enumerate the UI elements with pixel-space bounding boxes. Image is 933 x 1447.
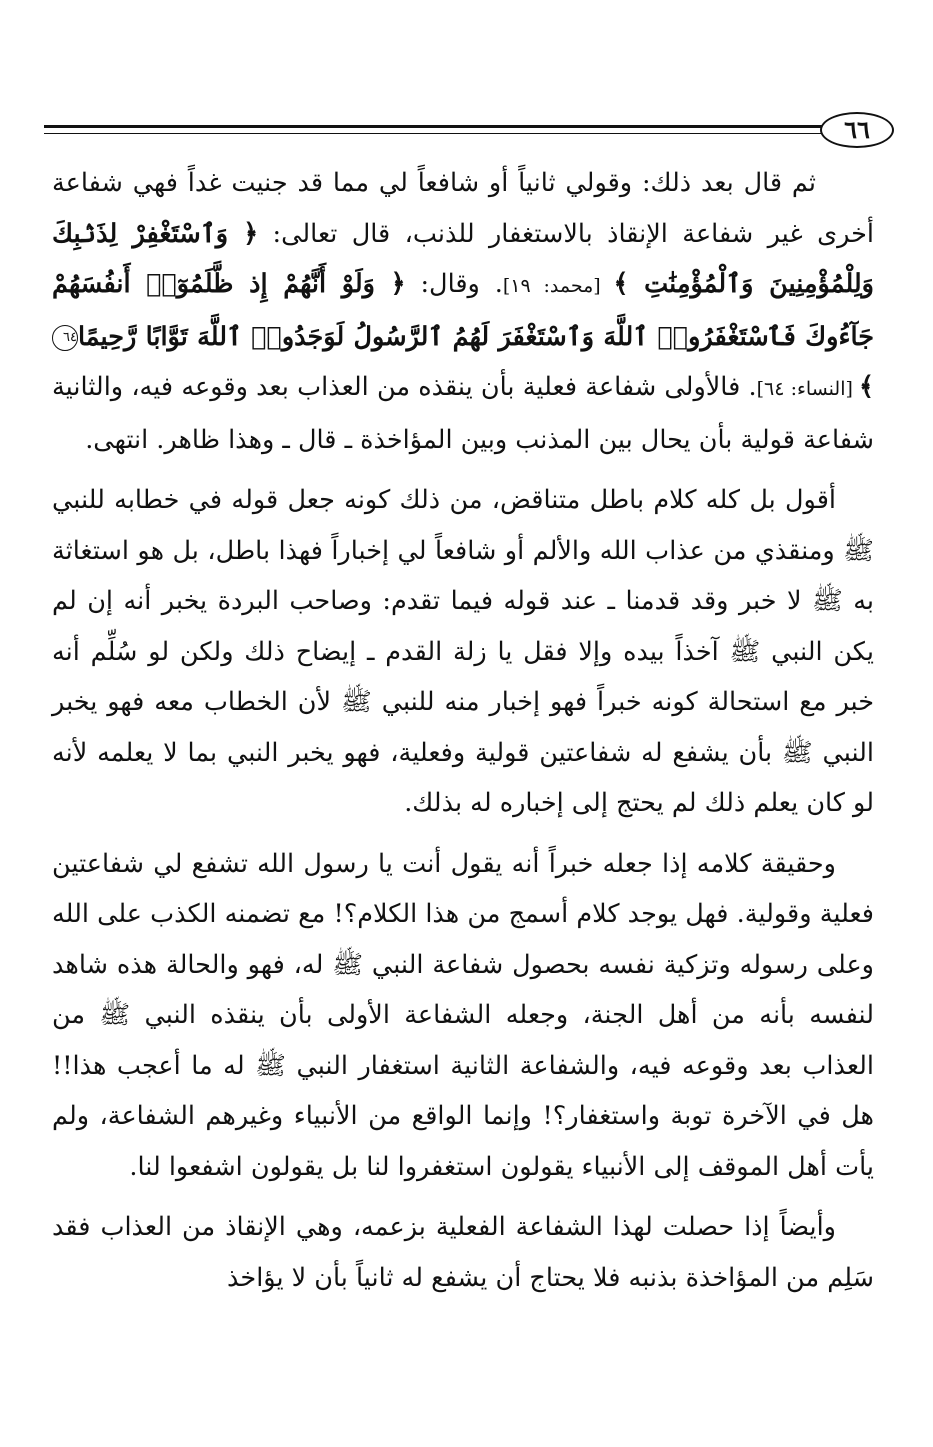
paragraph-4: وأيضاً إذا حصلت لهذا الشفاعة الفعلية بزعمه، وهي الإنقاذ من العذاب فقد سَلِم من المؤاخذة بذنبه فلا يحتاج أن يشفع له ثانياً بأن لا يؤاخذ bbox=[52, 1212, 874, 1293]
quran-verse-muhammad-19: ﴿ وَٱسْتَغْفِرْ لِذَنۢبِكَ وَلِلْمُؤْمِنِينَ وَٱلْمُؤْمِنَٰتِ ﴾ bbox=[52, 218, 874, 299]
paragraph-1-text-b: . وقال: bbox=[405, 269, 503, 299]
header-rule bbox=[44, 125, 830, 128]
page-body bbox=[52, 158, 874, 1313]
quran-verse-nisa-64: ﴿ وَلَوْ أَنَّهُمْ إِذ ظَّلَمُوٓا۟ أَنفُسَهُمْ جَآءُوكَ فَٱسْتَغْفَرُوا۟ ٱللَّهَ وَٱسْتَغْفَرَ لَهُمُ ٱلرَّسُولُ لَوَجَدُوا۟ ٱللَّهَ تَوَّابًا رَّحِيمًا bbox=[52, 269, 874, 352]
header-rule-thin bbox=[44, 133, 830, 134]
verse-reference-nisa: [النساء: ٦٤] bbox=[756, 378, 860, 400]
paragraph-3: وحقيقة كلامه إذا جعله خبراً أنه يقول أنت يا رسول الله تشفع لي شفاعتين فعلية وقولية. فهل يوجد كلام أسمج من هذا الكلام؟! مع تضمنه الكذب على الله وعلى رسوله وتزكية نفسه بحصول شفاعة النبي ﷺ له، فهو والحالة هذه شاهد لنفسه بأنه من أهل الجنة، وجعله الشفاعة الأولى بأن ينقذه النبي ﷺ من العذاب بعد وقوعه فيه، والشفاعة الثانية استغفار النبي ﷺ له ما أعجب هذا!! هل في الآخرة توبة واستغفار؟! وإنما الواقع من الأنبياء وغيرهم الشفاعة، ولم يأت أهل الموقف إلى الأنبياء يقولون استغفروا لنا بل يقولون اشفعوا لنا. bbox=[52, 848, 874, 1182]
paragraph-1-text-a: ثم قال بعد ذلك: وقولي ثانياً أو شافعاً لي مما قد جنيت غداً فهي شفاعة أخرى غير شفاعة الإنقاذ بالاستغفار للذنب، قال تعالى: bbox=[52, 168, 874, 249]
paragraph-2: أقول بل كله كلام باطل متناقض، من ذلك كونه جعل قوله في خطابه للنبي ﷺ ومنقذي من عذاب الله والألم أو شافعاً لي إخباراً فهذا باطل، بل هو استغاثة به ﷺ لا خبر وقد قدمنا ـ عند قوله فيما تقدم: وصاحب البردة يخبر أنه إن لم يكن النبي ﷺ آخذاً بيده وإلا فقل يا زلة القدم ـ إيضاح ذلك ولكن لو سُلِّم أنه خبر مع استحالة كونه خبراً فهو إخبار منه للنبي ﷺ لأن الخطاب معه فهو يخبر النبي ﷺ بأن يشفع له شفاعتين قولية وفعلية، فهو يخبر النبي بما لا يعلمه لأنه لو كان يعلم ذلك لم يحتج إلى إخباره له بذلك. bbox=[52, 485, 874, 818]
paragraph-1 bbox=[52, 158, 874, 465]
page-number: ٦٦ bbox=[820, 112, 894, 148]
paragraph-1-text-c: . فالأولى شفاعة فعلية بأن ينقذه من العذاب بعد وقوعه فيه، والثانية شفاعة قولية بأن يحال بين المذنب وبين المؤاخذة ـ قال ـ وهذا ظاهر. انتهى. bbox=[52, 372, 874, 455]
quran-verse-close-bracket: ﴾ bbox=[859, 372, 874, 402]
verse-reference-muhammad: [محمد: ١٩] bbox=[502, 275, 614, 297]
page-header bbox=[44, 112, 894, 152]
aya-number-badge: ٦٤ bbox=[52, 325, 78, 351]
